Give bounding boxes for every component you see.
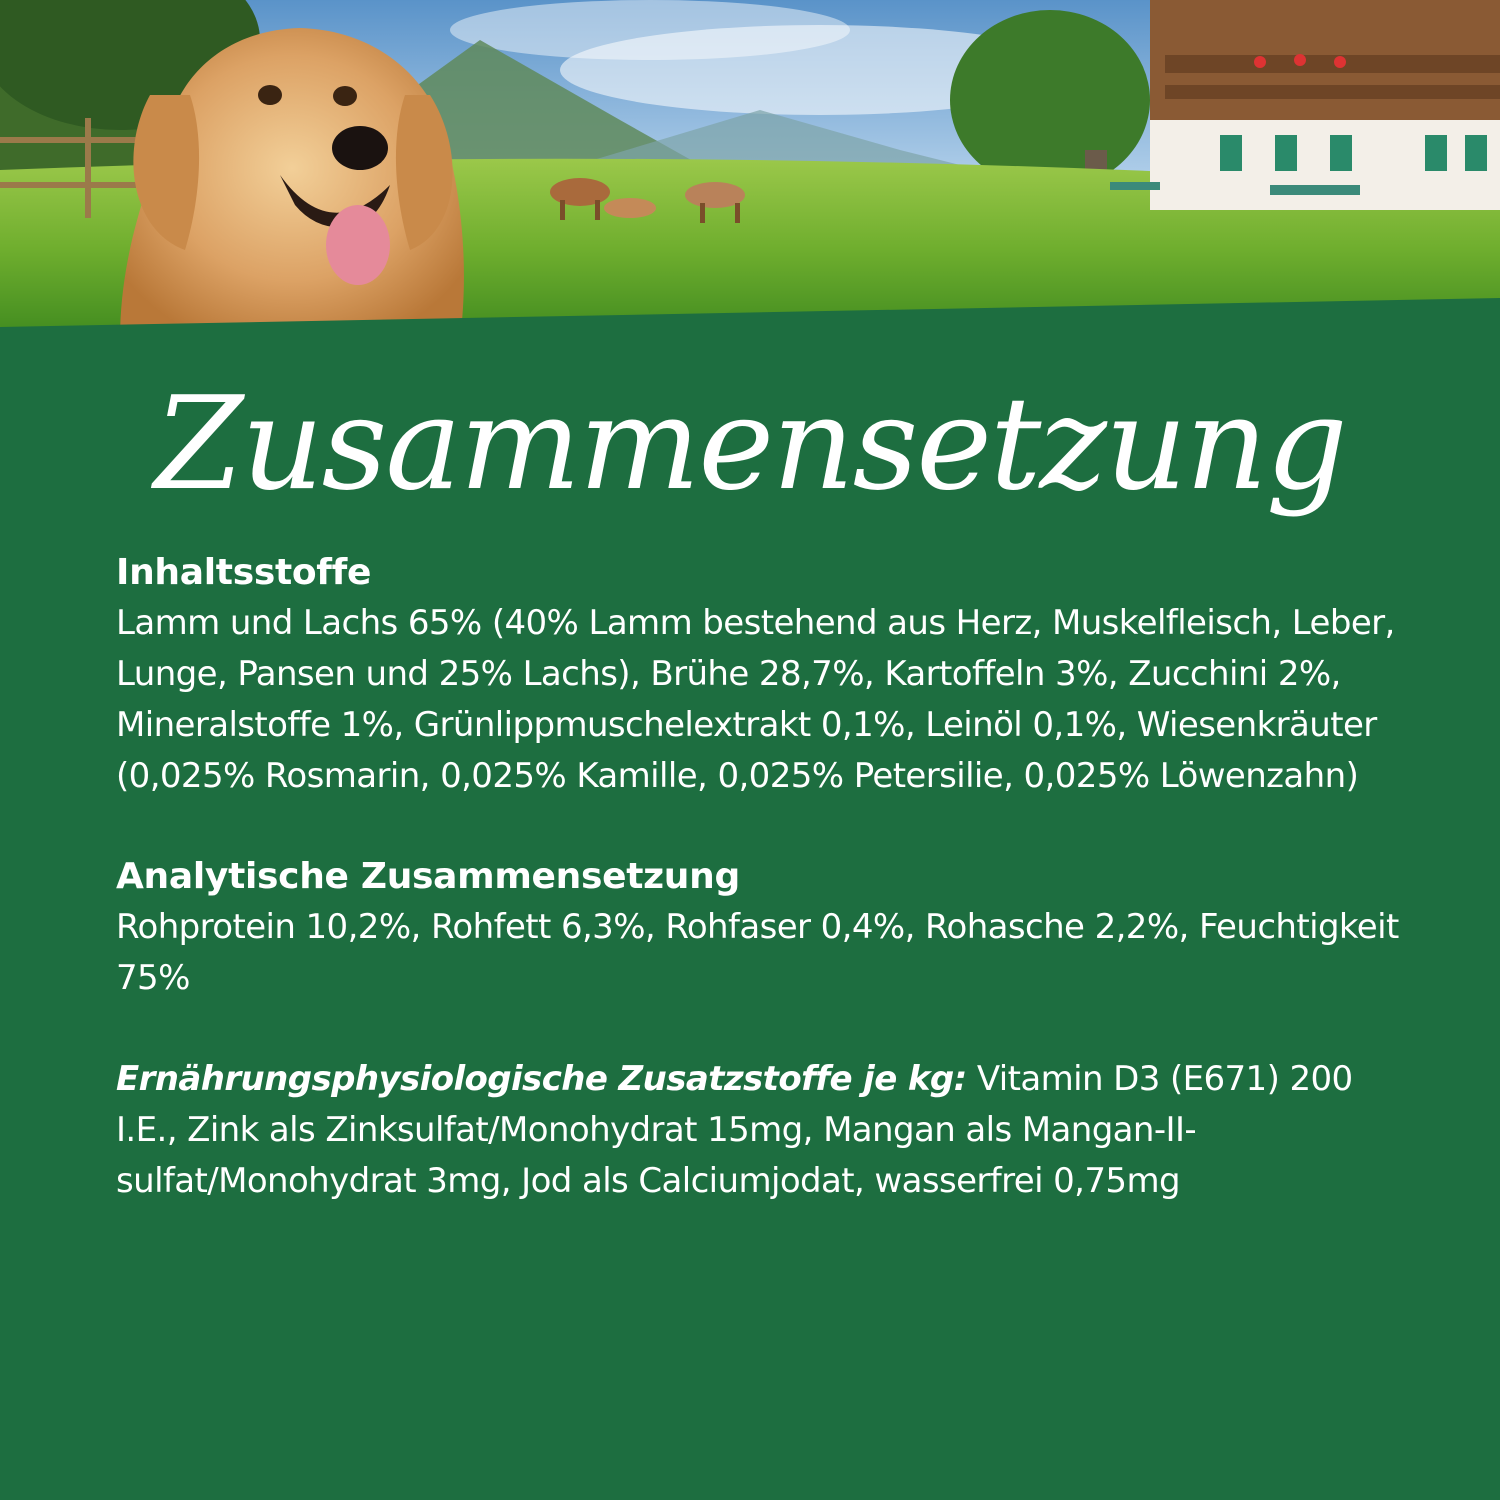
ingredients-section: [116, 548, 1416, 802]
page-title: Zusammensetzung: [154, 370, 1346, 519]
analysis-section: [116, 852, 1416, 1004]
composition-content: [116, 548, 1416, 1257]
ingredients-text: Lamm und Lachs 65% (40% Lamm bestehend aus Herz, Muskelfleisch, Leber, Lunge, Pansen und 25% Lachs), Brühe 28,7%, Kartoffeln 3%, Zucchini 2%, Mineralstoffe 1%, Grünlippmuschelextrakt 0,1%, Leinöl 0,1%, Wiesenkräuter (0,025% Rosmarin, 0,025% Kamille, 0,025% Petersilie, 0,025% Löwenzahn): [116, 603, 1395, 796]
ingredients-heading: Inhaltsstoffe: [116, 552, 372, 593]
additives-label: Ernährungsphysiologische Zusatzstoffe je kg:: [116, 1059, 967, 1099]
additives-section: [116, 1054, 1416, 1207]
analysis-text: Rohprotein 10,2%, Rohfett 6,3%, Rohfaser 0,4%, Rohasche 2,2%, Feuchtigkeit 75%: [116, 907, 1399, 998]
hero-image: [0, 0, 1500, 340]
additives-text: Vitamin D3 (E671) 200 I.E., Zink als Zinksulfat/Monohydrat 15mg, Mangan als Mangan-II-sulfat/Monohydrat 3mg, Jod als Calciumjodat, wasserfrei 0,75mg: [116, 1059, 1353, 1201]
farmhouse-illustration: [1110, 0, 1500, 210]
additives-paragraph: [116, 1054, 1416, 1207]
analysis-heading: Analytische Zusammensetzung: [116, 856, 740, 897]
